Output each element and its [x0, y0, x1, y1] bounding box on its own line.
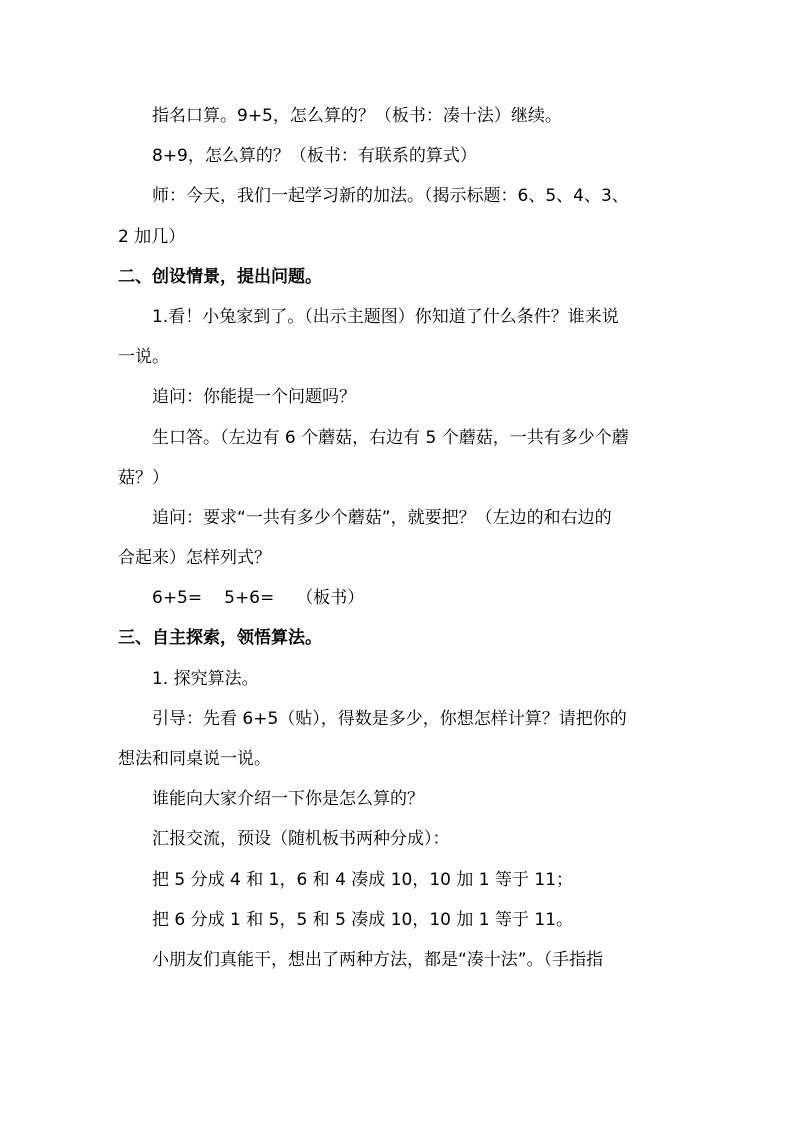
paragraph-line: 合起来）怎样列式？: [118, 548, 271, 569]
paragraph-line: 谁能向大家介绍一下你是怎么算的？: [152, 789, 424, 810]
paragraph-line: 引导：先看 6+5（贴），得数是多少，你想怎样计算？请把你的: [152, 708, 627, 729]
paragraph-line: 2 加几）: [118, 226, 186, 247]
paragraph-line: 指名口算。9+5，怎么算的？（板书：凑十法）继续。: [152, 106, 562, 126]
formula-line: [118, 578, 678, 618]
paragraph-line: 追问：你能提一个问题吗？: [152, 387, 356, 408]
formula-note: （板书）: [296, 588, 365, 609]
formula-part: 6+5=: [152, 588, 203, 609]
paragraph-line: 一说。: [118, 347, 169, 368]
paragraph-line: 1. 探究算法。: [152, 668, 259, 689]
paragraph-line: 师：今天，我们一起学习新的加法。（揭示标题：6、5、4、3、: [152, 186, 629, 207]
paragraph-line: 生口答。（左边有 6 个蘑菇，右边有 5 个蘑菇，一共有多少个蘑: [152, 427, 629, 448]
paragraph-line: 追问：要求“一共有多少个蘑菇”，就要把？（左边的和右边的: [152, 507, 612, 528]
paragraph-line: 8+9，怎么算的？（板书：有联系的算式）: [152, 146, 477, 167]
paragraph-line: 菇？）: [118, 467, 169, 488]
section-heading: 二、创设情景，提出问题。: [118, 266, 322, 287]
paragraph-line: 把 5 分成 4 和 1，6 和 4 凑成 10，10 加 1 等于 11；: [152, 869, 574, 890]
document-page: [118, 96, 678, 980]
paragraph-line: 1.看！小兔家到了。（出示主题图）你知道了什么条件？谁来说: [152, 306, 619, 327]
section-heading: 三、自主探索，领悟算法。: [118, 628, 322, 649]
paragraph-line: 把 6 分成 1 和 5，5 和 5 凑成 10，10 加 1 等于 11。: [152, 909, 574, 930]
formula-part: 5+6=: [224, 588, 275, 609]
paragraph-line: 小朋友们真能干，想出了两种方法，都是“凑十法”。（手指指: [152, 949, 604, 970]
paragraph-line: 想法和同桌说一说。: [118, 749, 271, 769]
paragraph-line: 汇报交流，预设（随机板书两种分成）：: [152, 829, 450, 850]
